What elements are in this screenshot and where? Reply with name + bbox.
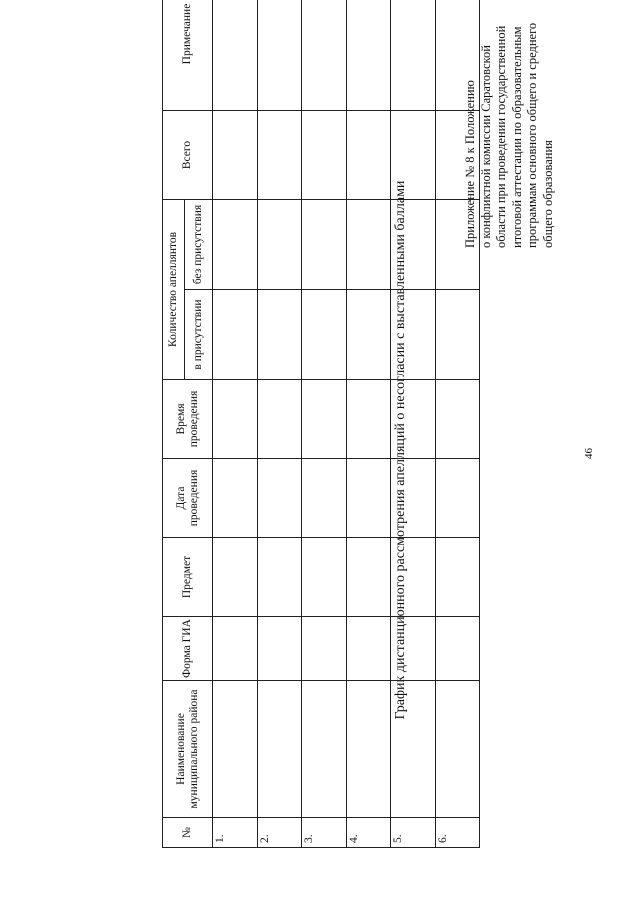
row-number: 4.: [346, 818, 391, 848]
header-absent: без присутствия: [185, 200, 213, 290]
cell-district: [391, 681, 436, 818]
appendix-line: программам основного общего и среднего: [525, 22, 539, 248]
cell-absent: [391, 200, 436, 290]
cell-date: [346, 459, 391, 538]
cell-absent: [435, 200, 480, 290]
header-date: Дата проведения: [163, 459, 213, 538]
document-title: График дистанционного рассмотрения апелляций о несогласии с выставленными баллами: [393, 180, 408, 720]
header-total: Всего: [163, 111, 213, 200]
cell-absent: [302, 200, 347, 290]
cell-subject: [346, 538, 391, 617]
row-number: 3.: [302, 818, 347, 848]
cell-form: [257, 617, 302, 681]
cell-time: [302, 380, 347, 459]
cell-time: [435, 380, 480, 459]
table-row: [346, 0, 391, 848]
header-note: Примечание: [163, 0, 213, 111]
cell-district: [213, 681, 258, 818]
table-row: [213, 0, 258, 848]
cell-note: [435, 0, 480, 111]
header-present: в присутствии: [185, 290, 213, 380]
appeals-schedule-table: [162, 0, 480, 848]
cell-absent: [213, 200, 258, 290]
table-row: [257, 0, 302, 848]
header-appellants: Количество апеллянтов: [163, 200, 185, 380]
row-number: 6.: [435, 818, 480, 848]
cell-present: [346, 290, 391, 380]
cell-date: [302, 459, 347, 538]
cell-present: [213, 290, 258, 380]
page-number: 46: [583, 448, 595, 459]
cell-note: [257, 0, 302, 111]
cell-total: [391, 111, 436, 200]
cell-total: [346, 111, 391, 200]
cell-form: [391, 617, 436, 681]
cell-total: [435, 111, 480, 200]
cell-note: [213, 0, 258, 111]
appendix-line: итоговой аттестации по образовательным: [509, 26, 524, 248]
cell-district: [435, 681, 480, 818]
cell-total: [302, 111, 347, 200]
cell-date: [391, 459, 436, 538]
cell-time: [213, 380, 258, 459]
cell-present: [257, 290, 302, 380]
cell-date: [435, 459, 480, 538]
cell-present: [435, 290, 480, 380]
appendix-line: о конфликтной комиссии Саратовской: [478, 45, 493, 248]
appendix-line: Приложение № 8 к Положению: [463, 80, 477, 248]
row-number: 5.: [391, 818, 436, 848]
row-number: 1.: [213, 818, 258, 848]
appendix-line: общего образования: [540, 140, 555, 248]
cell-form: [346, 617, 391, 681]
appendix-line: области при проведении государственной: [494, 25, 508, 248]
cell-present: [391, 290, 436, 380]
cell-total: [213, 111, 258, 200]
cell-date: [257, 459, 302, 538]
cell-subject: [213, 538, 258, 617]
cell-present: [302, 290, 347, 380]
cell-subject: [391, 538, 436, 617]
cell-form: [302, 617, 347, 681]
cell-district: [257, 681, 302, 818]
cell-date: [213, 459, 258, 538]
cell-time: [346, 380, 391, 459]
header-time: Время проведения: [163, 380, 213, 459]
header-district: Наименование муниципального района: [163, 681, 213, 818]
cell-time: [257, 380, 302, 459]
cell-form: [213, 617, 258, 681]
cell-subject: [302, 538, 347, 617]
cell-subject: [257, 538, 302, 617]
cell-note: [346, 0, 391, 111]
cell-subject: [435, 538, 480, 617]
cell-district: [302, 681, 347, 818]
table-row: [302, 0, 347, 848]
cell-absent: [346, 200, 391, 290]
cell-note: [391, 0, 436, 111]
cell-note: [302, 0, 347, 111]
table-row: [391, 0, 436, 848]
header-form: Форма ГИА: [163, 617, 213, 681]
header-number: №: [163, 818, 213, 848]
cell-absent: [257, 200, 302, 290]
row-number: 2.: [257, 818, 302, 848]
table-row: [435, 0, 480, 848]
cell-district: [346, 681, 391, 818]
cell-time: [391, 380, 436, 459]
header-subject: Предмет: [163, 538, 213, 617]
cell-form: [435, 617, 480, 681]
cell-total: [257, 111, 302, 200]
